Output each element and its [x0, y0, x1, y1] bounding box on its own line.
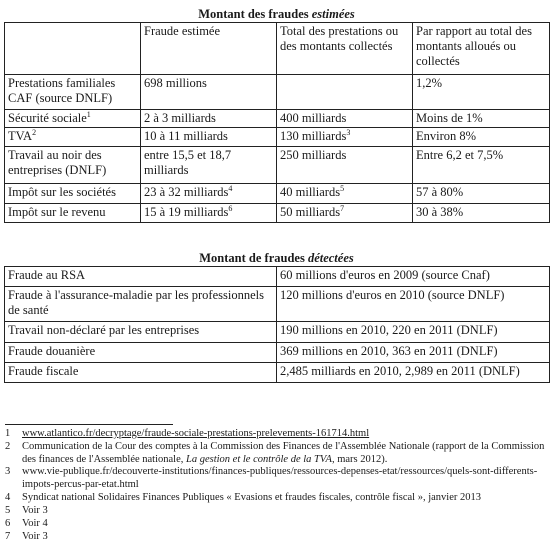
total-cell — [277, 184, 413, 204]
estimated-cell — [141, 110, 277, 128]
footnote-ref[interactable]: 1 — [86, 110, 91, 119]
footnote — [5, 505, 545, 518]
footnote-ref[interactable]: 2 — [32, 128, 37, 137]
value-cell: 120 millions d'euros en 2010 (source DNLF) — [277, 287, 550, 322]
table-row — [5, 363, 550, 383]
row-label-text: Prestations familiales CAF (source DNLF) — [8, 76, 116, 105]
table-row — [5, 322, 550, 343]
value-cell: 190 millions en 2010, 220 en 2011 (DNLF) — [277, 322, 550, 343]
ratio-cell: 1,2% — [413, 75, 550, 110]
total-text: 250 milliards — [280, 148, 347, 162]
estimated-cell — [141, 204, 277, 223]
footnote-text: , mars 2012). — [331, 453, 388, 465]
row-label-text: Sécurité sociale — [8, 111, 87, 125]
table1-title-prefix: Montant des fraudes — [198, 7, 312, 21]
table2-title-em: détectées — [307, 251, 354, 265]
table-row — [5, 110, 550, 128]
row-label: Fraude au RSA — [5, 267, 277, 287]
footnote-number: 6 — [5, 518, 11, 529]
footnote-number: 5 — [5, 505, 11, 516]
row-label — [5, 184, 141, 204]
footnote-ref[interactable]: 5 — [340, 184, 345, 193]
row-label — [5, 75, 141, 110]
detected-fraud-table — [4, 266, 550, 383]
estimated-text: entre 15,5 et 18,7 milliards — [144, 148, 232, 177]
row-label: Travail non-déclaré par les entreprises — [5, 322, 277, 343]
total-text: 50 milliards — [280, 205, 341, 219]
row-label-text: TVA — [8, 129, 33, 143]
footnote-number: 4 — [5, 492, 11, 503]
total-text: 400 milliards — [280, 111, 347, 125]
row-label: Fraude fiscale — [5, 363, 277, 383]
footnote-text: Syndicat national Solidaires Finances Publiques « Evasions et fraudes fiscales, contrôle fiscal », janvier 2013 — [22, 492, 481, 503]
row-label — [5, 147, 141, 184]
ratio-cell: Moins de 1% — [413, 110, 550, 128]
table-row — [5, 267, 550, 287]
footnote-number: 1 — [5, 428, 11, 439]
estimated-fraud-table — [4, 22, 550, 223]
ratio-cell: Environ 8% — [413, 128, 550, 147]
footnote-text: Voir 4 — [22, 518, 48, 529]
table1-title — [0, 7, 553, 21]
ratio-cell: 57 à 80% — [413, 184, 550, 204]
row-label — [5, 128, 141, 147]
estimated-cell — [141, 184, 277, 204]
table-row — [5, 128, 550, 147]
estimated-text: 698 millions — [144, 76, 207, 90]
estimated-text: 2 à 3 milliards — [144, 111, 216, 125]
table1-header-cell: Total des prestations ou des montants collectés — [277, 23, 413, 75]
ratio-cell: Entre 6,2 et 7,5% — [413, 147, 550, 184]
total-cell — [277, 75, 413, 110]
table1-header-cell: Par rapport au total des montants alloués ou collectés — [413, 23, 550, 75]
total-cell — [277, 147, 413, 184]
table-row — [5, 147, 550, 184]
row-label — [5, 110, 141, 128]
row-label-text: Impôt sur les sociétés — [8, 185, 116, 199]
row-label-text: Travail au noir des entreprises (DNLF) — [8, 148, 107, 177]
footnote-ref[interactable]: 4 — [228, 184, 233, 193]
row-label — [5, 204, 141, 223]
footnote-ref[interactable]: 7 — [340, 204, 345, 213]
row-label: Fraude douanière — [5, 343, 277, 363]
estimated-text: 15 à 19 milliards — [144, 205, 229, 219]
footnote-text: Voir 3 — [22, 505, 48, 516]
table-row — [5, 204, 550, 223]
table1-title-em: estimées — [311, 7, 355, 21]
table-row — [5, 343, 550, 363]
total-cell — [277, 128, 413, 147]
estimated-cell — [141, 128, 277, 147]
total-text: 40 milliards — [280, 185, 341, 199]
footnote — [5, 428, 545, 441]
footnote-number: 3 — [5, 466, 11, 477]
footnote — [5, 466, 545, 491]
footnote — [5, 492, 545, 505]
footnote-number: 2 — [5, 441, 11, 452]
footnote-number: 7 — [5, 531, 11, 542]
table1-header-cell — [5, 23, 141, 75]
value-cell: 2,485 milliards en 2010, 2,989 en 2011 (DNLF) — [277, 363, 550, 383]
table-row — [5, 287, 550, 322]
table1-header-row — [5, 23, 550, 75]
ratio-cell: 30 à 38% — [413, 204, 550, 223]
estimated-cell — [141, 147, 277, 184]
table-row — [5, 184, 550, 204]
table-row — [5, 75, 550, 110]
footnote-text: Communication de la Cour des comptes à la Commission des Finances de l'Assemblée Nationale (rapport de la Commission des finances de l'Assemblée nationale, — [22, 441, 545, 465]
footnote-ref[interactable]: 3 — [346, 128, 351, 137]
total-text: 130 milliards — [280, 129, 347, 143]
footnote — [5, 441, 545, 466]
footnote-separator — [5, 424, 173, 425]
footnote-ref[interactable]: 6 — [228, 204, 233, 213]
value-cell: 60 millions d'euros en 2009 (source Cnaf) — [277, 267, 550, 287]
footnote — [5, 518, 545, 531]
row-label-text: Impôt sur le revenu — [8, 205, 106, 219]
value-cell: 369 millions en 2010, 363 en 2011 (DNLF) — [277, 343, 550, 363]
footnote-text-em: La gestion et le contrôle de la TVA — [186, 453, 332, 465]
footnote-link[interactable]: www.atlantico.fr/decryptage/fraude-sociale-prestations-prelevements-161714.html — [22, 428, 370, 439]
estimated-text: 10 à 11 milliards — [144, 129, 228, 143]
table2-title — [0, 251, 553, 265]
footnote-text: Voir 3 — [22, 531, 48, 542]
footnote-text: www.vie-publique.fr/decouverte-institutions/finances-publiques/ressources-depenses-etat/ressources/quels-sont-differents-impots-percus-par-etat.html — [22, 466, 538, 490]
estimated-text: 23 à 32 milliards — [144, 185, 229, 199]
table1-header-cell: Fraude estimée — [141, 23, 277, 75]
footnote — [5, 531, 545, 544]
total-cell — [277, 110, 413, 128]
table2-title-prefix: Montant de fraudes — [199, 251, 308, 265]
row-label: Fraude à l'assurance-maladie par les professionnels de santé — [5, 287, 277, 322]
total-cell — [277, 204, 413, 223]
estimated-cell — [141, 75, 277, 110]
